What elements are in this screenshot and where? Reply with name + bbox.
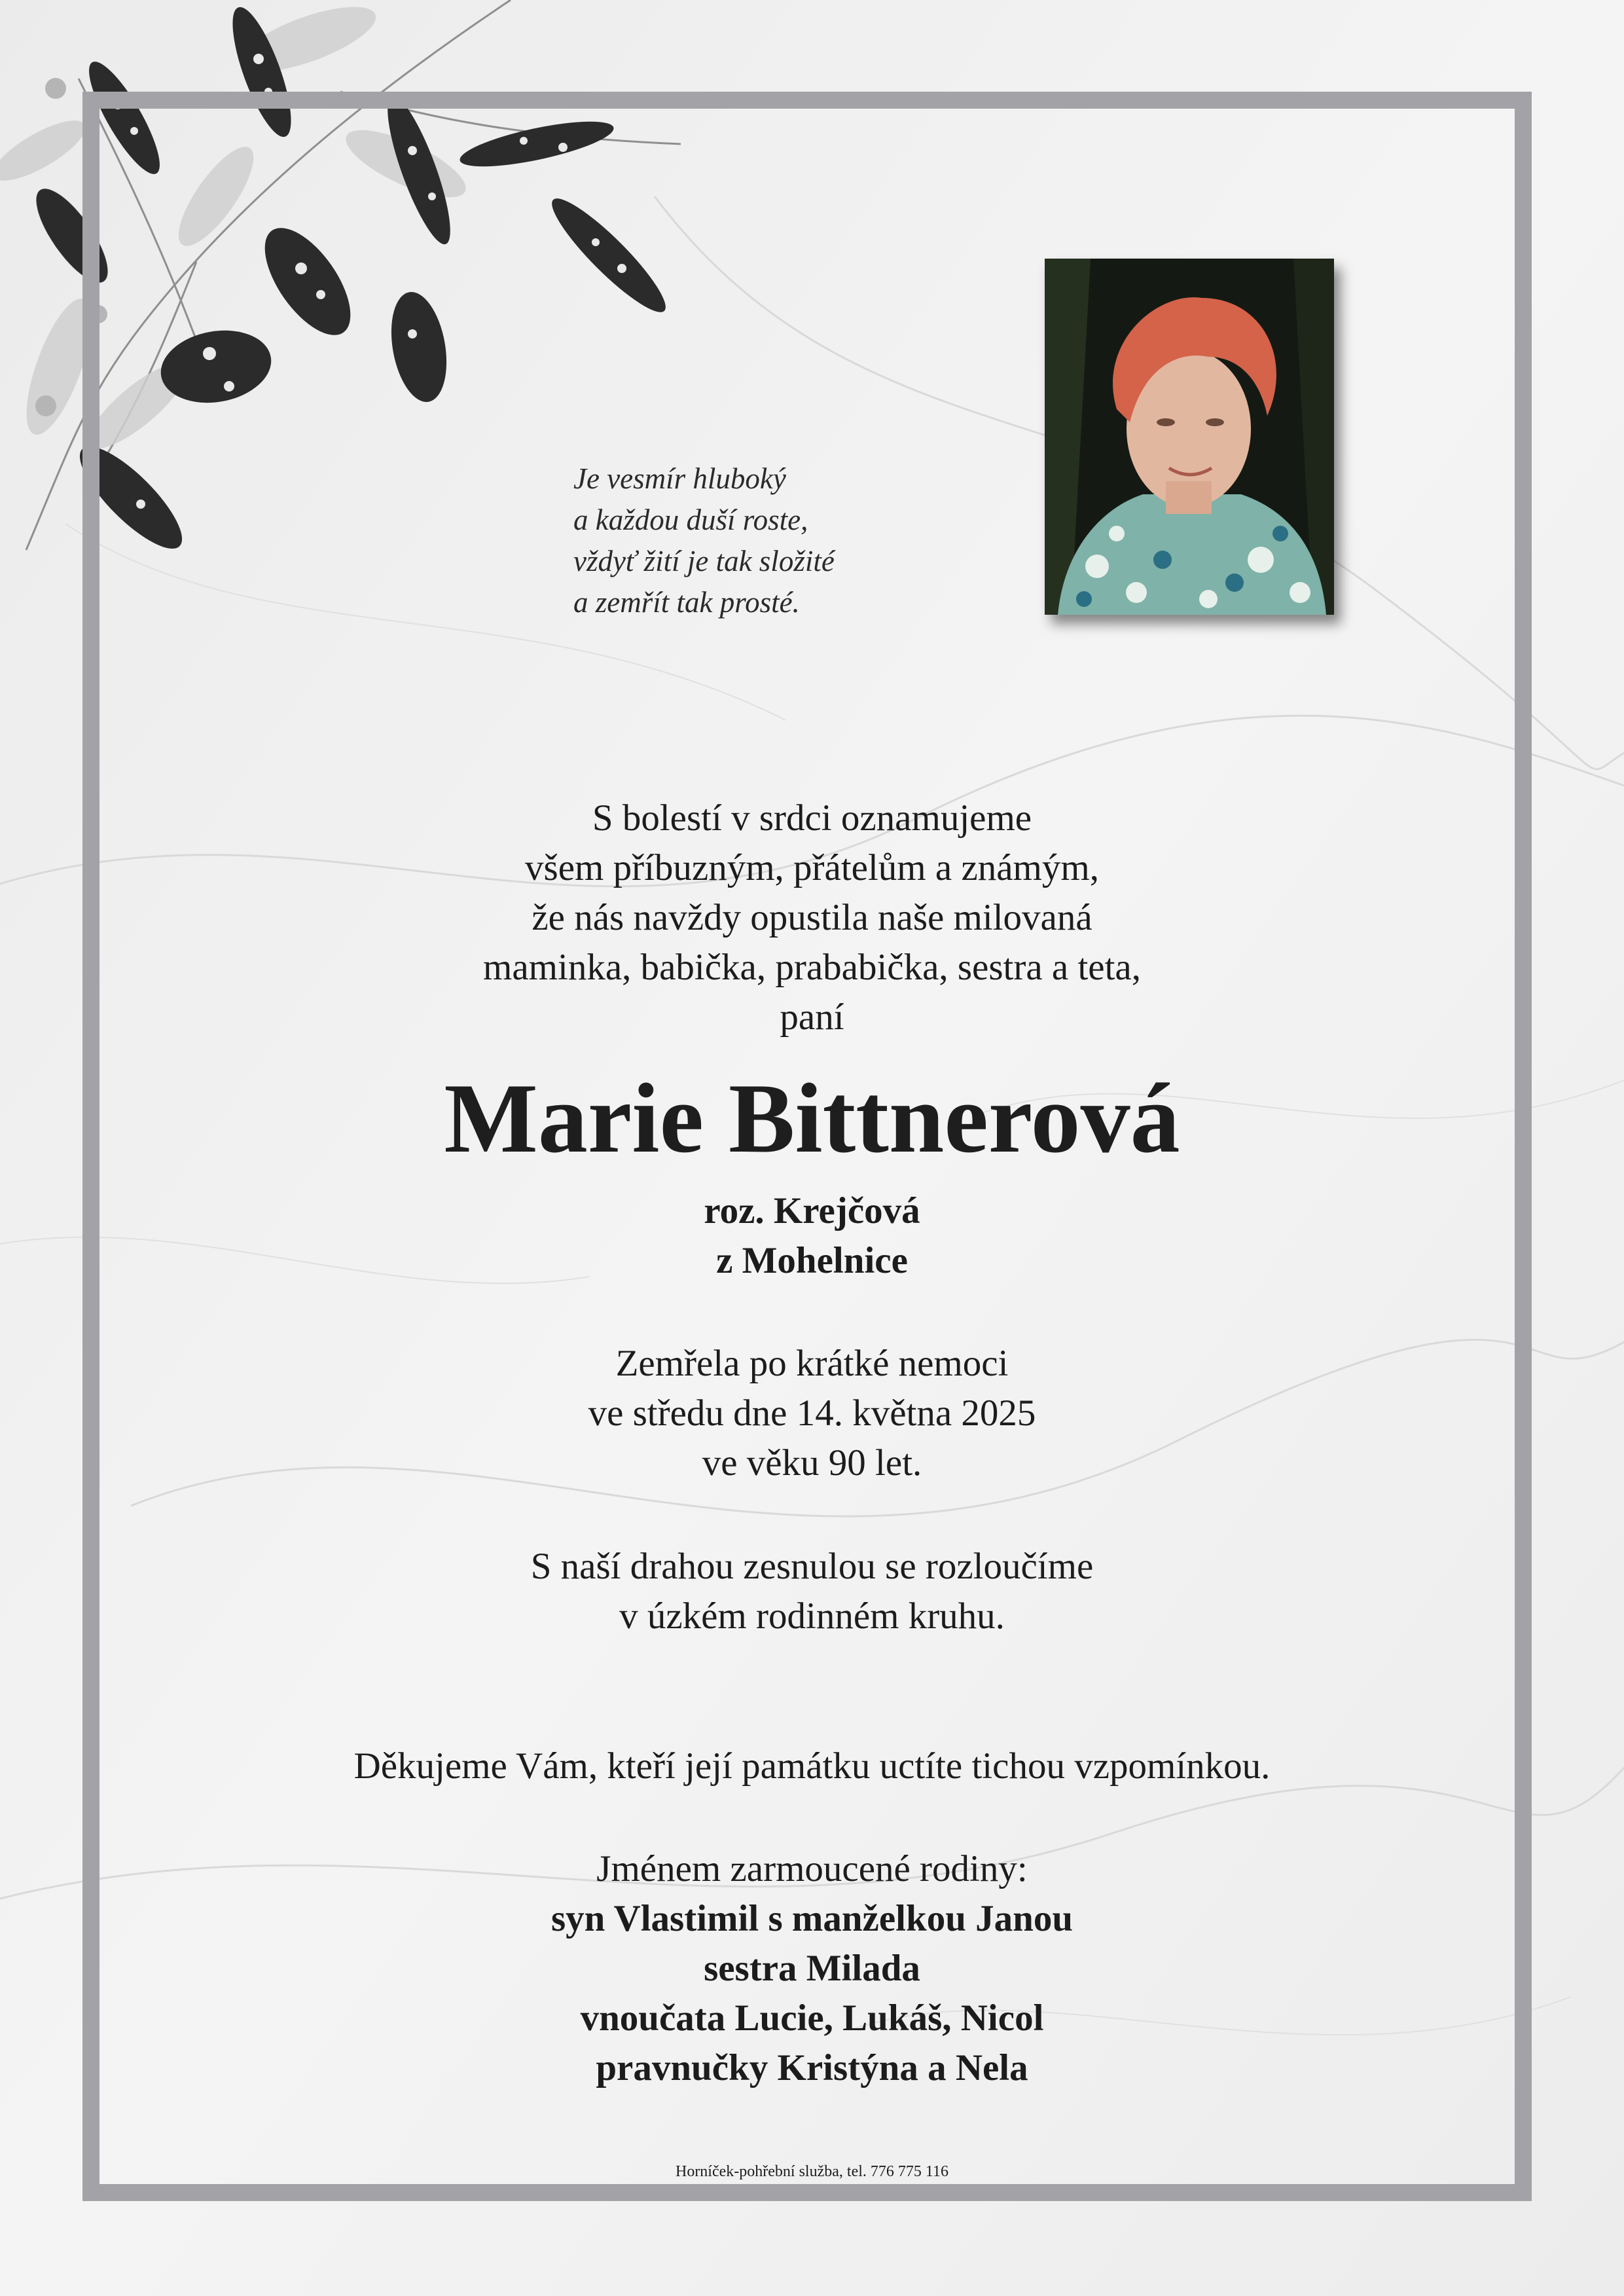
origin: z Mohelnice [716,1240,908,1281]
death-line: ve středu dne 14. května 2025 [588,1393,1036,1434]
family-member: vnoučata Lucie, Lukáš, Nicol [580,1997,1044,2039]
farewell-line: S naší drahou zesnulou se rozloučíme [530,1546,1094,1587]
deceased-name: Marie Bittnerová [444,1063,1180,1173]
family-signature [0,1844,1624,2093]
death-line: ve věku 90 let. [702,1442,922,1484]
announcement-line: S bolestí v srdci oznamujeme [592,797,1032,839]
family-member: syn Vlastimil s manželkou Janou [550,1898,1074,1939]
announcement-line: paní [780,996,844,1038]
poem-line: vždyť žití je tak složité [573,545,835,577]
farewell-line: v úzkém rodinném kruhu. [619,1595,1005,1637]
announcement-line: že nás navždy opustila naše milovaná [532,897,1092,938]
family-member: sestra Milada [704,1948,920,1989]
farewell [0,1542,1624,1641]
maiden-name: roz. Krejčová [704,1190,920,1231]
deceased-details [0,1186,1624,1286]
announcement-line: všem příbuzným, přátelům a známým, [525,847,1099,888]
footer-funeral-service: Horníček-pohřební služba, tel. 776 775 116 [675,2163,948,2180]
poem-line: Je vesmír hluboký [573,462,786,495]
family-member: pravnučky Kristýna a Nela [596,2047,1028,2088]
family-intro: Jménem zarmoucené rodiny: [596,1848,1028,1889]
announcement-line: maminka, babička, prababička, sestra a teta, [483,947,1141,988]
death-info [0,1339,1624,1488]
poem-line: a každou duší roste, [573,503,808,536]
portrait-photo [1045,259,1334,615]
poem-line: a zemřít tak prosté. [573,586,800,619]
announcement [0,793,1624,1042]
death-line: Zemřela po krátké nemoci [615,1343,1009,1384]
thanks: Děkujeme Vám, kteří její památku uctíte tichou vzpomínkou. [353,1745,1271,1787]
poem [573,458,979,623]
